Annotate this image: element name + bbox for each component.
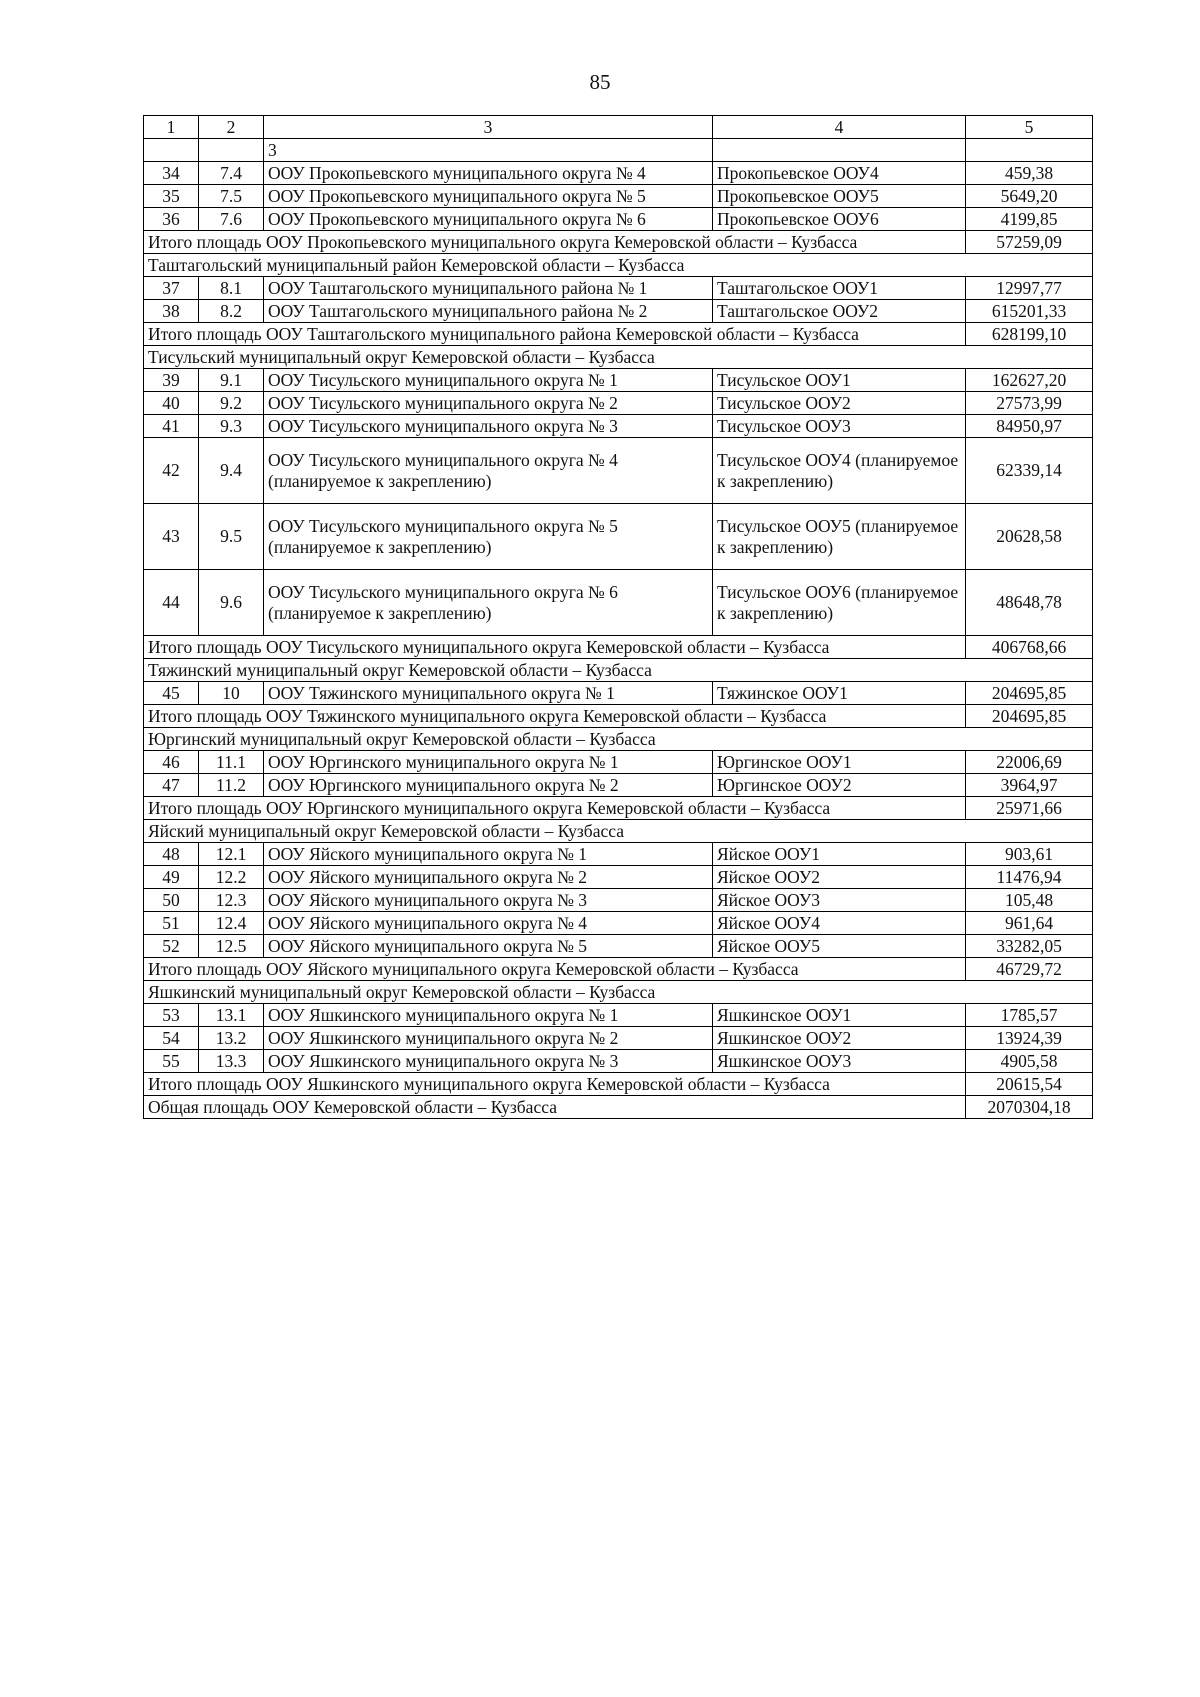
row-short-name: Тисульское ООУ2 bbox=[713, 392, 966, 415]
row-short-name: Тяжинское ООУ1 bbox=[713, 682, 966, 705]
table-row bbox=[144, 866, 1093, 889]
grand-total-row bbox=[144, 1096, 1093, 1119]
row-code: 13.3 bbox=[199, 1050, 264, 1073]
row-number: 38 bbox=[144, 300, 199, 323]
header-cell: 2 bbox=[199, 116, 264, 139]
section-title-row bbox=[144, 346, 1093, 369]
row-code: 9.5 bbox=[199, 504, 264, 570]
row-short-name: Юргинское ООУ1 bbox=[713, 751, 966, 774]
row-code: 12.5 bbox=[199, 935, 264, 958]
row-code: 7.5 bbox=[199, 185, 264, 208]
row-name: ООУ Яйского муниципального округа № 3 bbox=[264, 889, 713, 912]
row-name: ООУ Яшкинского муниципального округа № 1 bbox=[264, 1004, 713, 1027]
row-short-name: Яйское ООУ1 bbox=[713, 843, 966, 866]
row-name: ООУ Таштагольского муниципального района № 1 bbox=[264, 277, 713, 300]
row-number: 46 bbox=[144, 751, 199, 774]
table-row bbox=[144, 570, 1093, 636]
table-row bbox=[144, 369, 1093, 392]
row-name: ООУ Тисульского муниципального округа № 4 (планируемое к закреплению) bbox=[264, 438, 713, 504]
row-area: 33282,05 bbox=[966, 935, 1093, 958]
subtotal-value: 406768,66 bbox=[966, 636, 1093, 659]
row-number: 54 bbox=[144, 1027, 199, 1050]
row-number: 51 bbox=[144, 912, 199, 935]
row-name: ООУ Прокопьевского муниципального округа № 5 bbox=[264, 185, 713, 208]
row-area: 20628,58 bbox=[966, 504, 1093, 570]
subtotal-row bbox=[144, 705, 1093, 728]
table-row bbox=[144, 162, 1093, 185]
row-code: 12.3 bbox=[199, 889, 264, 912]
header-cell: 5 bbox=[966, 116, 1093, 139]
row-short-name: Яшкинское ООУ2 bbox=[713, 1027, 966, 1050]
row-short-name: Прокопьевское ООУ5 bbox=[713, 185, 966, 208]
row-code: 13.1 bbox=[199, 1004, 264, 1027]
table-row bbox=[144, 1050, 1093, 1073]
continuation-cell bbox=[713, 139, 966, 162]
section-title-row bbox=[144, 820, 1093, 843]
row-short-name: Юргинское ООУ2 bbox=[713, 774, 966, 797]
section-title: Яшкинский муниципальный округ Кемеровской области – Кузбасса bbox=[144, 981, 1093, 1004]
row-name: ООУ Яшкинского муниципального округа № 3 bbox=[264, 1050, 713, 1073]
table-row bbox=[144, 300, 1093, 323]
row-short-name: Тисульское ООУ3 bbox=[713, 415, 966, 438]
row-code: 11.1 bbox=[199, 751, 264, 774]
subtotal-row bbox=[144, 323, 1093, 346]
row-area: 1785,57 bbox=[966, 1004, 1093, 1027]
table-row bbox=[144, 1004, 1093, 1027]
subtotal-label: Итого площадь ООУ Тисульского муниципального округа Кемеровской области – Кузбасса bbox=[144, 636, 966, 659]
row-name: ООУ Тисульского муниципального округа № 6 (планируемое к закреплению) bbox=[264, 570, 713, 636]
row-number: 45 bbox=[144, 682, 199, 705]
continuation-cell bbox=[199, 139, 264, 162]
row-number: 50 bbox=[144, 889, 199, 912]
row-code: 8.2 bbox=[199, 300, 264, 323]
row-name: ООУ Тисульского муниципального округа № 5 (планируемое к закреплению) bbox=[264, 504, 713, 570]
row-short-name: Тисульское ООУ1 bbox=[713, 369, 966, 392]
page-number: 85 bbox=[589, 70, 611, 94]
row-number: 49 bbox=[144, 866, 199, 889]
section-title-row bbox=[144, 728, 1093, 751]
row-code: 7.4 bbox=[199, 162, 264, 185]
row-area: 4905,58 bbox=[966, 1050, 1093, 1073]
row-short-name: Тисульское ООУ4 (планируемое к закреплению) bbox=[713, 438, 966, 504]
row-short-name: Яшкинское ООУ3 bbox=[713, 1050, 966, 1073]
row-area: 27573,99 bbox=[966, 392, 1093, 415]
row-code: 12.1 bbox=[199, 843, 264, 866]
row-code: 12.2 bbox=[199, 866, 264, 889]
subtotal-label: Итого площадь ООУ Юргинского муниципального округа Кемеровской области – Кузбасса bbox=[144, 797, 966, 820]
row-number: 53 bbox=[144, 1004, 199, 1027]
row-name: ООУ Тисульского муниципального округа № 1 bbox=[264, 369, 713, 392]
table-row bbox=[144, 1027, 1093, 1050]
row-area: 84950,97 bbox=[966, 415, 1093, 438]
table-row bbox=[144, 504, 1093, 570]
row-short-name: Яшкинское ООУ1 bbox=[713, 1004, 966, 1027]
row-number: 40 bbox=[144, 392, 199, 415]
row-area: 105,48 bbox=[966, 889, 1093, 912]
subtotal-value: 46729,72 bbox=[966, 958, 1093, 981]
table-row bbox=[144, 912, 1093, 935]
row-name: ООУ Яйского муниципального округа № 1 bbox=[264, 843, 713, 866]
row-number: 48 bbox=[144, 843, 199, 866]
row-area: 204695,85 bbox=[966, 682, 1093, 705]
row-area: 13924,39 bbox=[966, 1027, 1093, 1050]
row-short-name: Яйское ООУ5 bbox=[713, 935, 966, 958]
row-name: ООУ Прокопьевского муниципального округа № 6 bbox=[264, 208, 713, 231]
row-area: 11476,94 bbox=[966, 866, 1093, 889]
row-number: 35 bbox=[144, 185, 199, 208]
row-number: 44 bbox=[144, 570, 199, 636]
row-area: 3964,97 bbox=[966, 774, 1093, 797]
continuation-cell bbox=[144, 139, 199, 162]
row-code: 9.1 bbox=[199, 369, 264, 392]
table-row bbox=[144, 843, 1093, 866]
row-number: 37 bbox=[144, 277, 199, 300]
row-number: 39 bbox=[144, 369, 199, 392]
row-short-name: Тисульское ООУ5 (планируемое к закреплению) bbox=[713, 504, 966, 570]
subtotal-label: Итого площадь ООУ Яшкинского муниципального округа Кемеровской области – Кузбасса bbox=[144, 1073, 966, 1096]
row-name: ООУ Прокопьевского муниципального округа № 4 bbox=[264, 162, 713, 185]
row-area: 615201,33 bbox=[966, 300, 1093, 323]
row-area: 903,61 bbox=[966, 843, 1093, 866]
row-name: ООУ Яйского муниципального округа № 5 bbox=[264, 935, 713, 958]
table-row bbox=[144, 774, 1093, 797]
header-cell: 4 bbox=[713, 116, 966, 139]
continuation-row bbox=[144, 139, 1093, 162]
subtotal-label: Итого площадь ООУ Яйского муниципального округа Кемеровской области – Кузбасса bbox=[144, 958, 966, 981]
section-title: Яйский муниципальный округ Кемеровской области – Кузбасса bbox=[144, 820, 1093, 843]
subtotal-value: 25971,66 bbox=[966, 797, 1093, 820]
row-name: ООУ Тяжинского муниципального округа № 1 bbox=[264, 682, 713, 705]
row-name: ООУ Яйского муниципального округа № 4 bbox=[264, 912, 713, 935]
table-row bbox=[144, 277, 1093, 300]
grand-total-value: 2070304,18 bbox=[966, 1096, 1093, 1119]
section-title-row bbox=[144, 659, 1093, 682]
table-row bbox=[144, 185, 1093, 208]
row-code: 13.2 bbox=[199, 1027, 264, 1050]
row-code: 8.1 bbox=[199, 277, 264, 300]
row-code: 12.4 bbox=[199, 912, 264, 935]
row-name: ООУ Юргинского муниципального округа № 1 bbox=[264, 751, 713, 774]
table-body bbox=[144, 116, 1093, 1119]
row-area: 12997,77 bbox=[966, 277, 1093, 300]
table-row bbox=[144, 889, 1093, 912]
row-code: 11.2 bbox=[199, 774, 264, 797]
row-name: ООУ Тисульского муниципального округа № 3 bbox=[264, 415, 713, 438]
section-title: Тисульский муниципальный округ Кемеровской области – Кузбасса bbox=[144, 346, 1093, 369]
row-area: 48648,78 bbox=[966, 570, 1093, 636]
header-cell: 1 bbox=[144, 116, 199, 139]
subtotal-label: Итого площадь ООУ Прокопьевского муниципального округа Кемеровской области – Кузбасса bbox=[144, 231, 966, 254]
row-area: 162627,20 bbox=[966, 369, 1093, 392]
row-code: 9.2 bbox=[199, 392, 264, 415]
section-title: Таштагольский муниципальный район Кемеровской области – Кузбасса bbox=[144, 254, 1093, 277]
subtotal-label: Итого площадь ООУ Таштагольского муниципального района Кемеровской области – Кузбасса bbox=[144, 323, 966, 346]
subtotal-value: 204695,85 bbox=[966, 705, 1093, 728]
continuation-cell bbox=[966, 139, 1093, 162]
subtotal-value: 628199,10 bbox=[966, 323, 1093, 346]
row-code: 9.6 bbox=[199, 570, 264, 636]
subtotal-row bbox=[144, 958, 1093, 981]
row-short-name: Тисульское ООУ6 (планируемое к закреплению) bbox=[713, 570, 966, 636]
row-short-name: Таштагольское ООУ1 bbox=[713, 277, 966, 300]
section-title: Тяжинский муниципальный округ Кемеровской области – Кузбасса bbox=[144, 659, 1093, 682]
row-code: 9.3 bbox=[199, 415, 264, 438]
grand-total-label: Общая площадь ООУ Кемеровской области – Кузбасса bbox=[144, 1096, 966, 1119]
row-area: 4199,85 bbox=[966, 208, 1093, 231]
row-short-name: Яйское ООУ4 bbox=[713, 912, 966, 935]
row-short-name: Яйское ООУ2 bbox=[713, 866, 966, 889]
row-number: 55 bbox=[144, 1050, 199, 1073]
header-row bbox=[144, 116, 1093, 139]
row-area: 961,64 bbox=[966, 912, 1093, 935]
row-name: ООУ Юргинского муниципального округа № 2 bbox=[264, 774, 713, 797]
table-row bbox=[144, 208, 1093, 231]
area-table bbox=[143, 115, 1093, 1119]
subtotal-label: Итого площадь ООУ Тяжинского муниципального округа Кемеровской области – Кузбасса bbox=[144, 705, 966, 728]
row-number: 47 bbox=[144, 774, 199, 797]
table-row bbox=[144, 682, 1093, 705]
subtotal-row bbox=[144, 231, 1093, 254]
row-number: 41 bbox=[144, 415, 199, 438]
row-short-name: Прокопьевское ООУ6 bbox=[713, 208, 966, 231]
row-name: ООУ Яйского муниципального округа № 2 bbox=[264, 866, 713, 889]
row-area: 62339,14 bbox=[966, 438, 1093, 504]
continuation-cell: 3 bbox=[264, 139, 713, 162]
row-area: 5649,20 bbox=[966, 185, 1093, 208]
table-row bbox=[144, 438, 1093, 504]
row-short-name: Прокопьевское ООУ4 bbox=[713, 162, 966, 185]
row-short-name: Таштагольское ООУ2 bbox=[713, 300, 966, 323]
header-cell: 3 bbox=[264, 116, 713, 139]
row-number: 34 bbox=[144, 162, 199, 185]
row-number: 43 bbox=[144, 504, 199, 570]
subtotal-row bbox=[144, 797, 1093, 820]
row-name: ООУ Яшкинского муниципального округа № 2 bbox=[264, 1027, 713, 1050]
row-number: 52 bbox=[144, 935, 199, 958]
row-code: 9.4 bbox=[199, 438, 264, 504]
row-code: 10 bbox=[199, 682, 264, 705]
subtotal-row bbox=[144, 1073, 1093, 1096]
table-row bbox=[144, 392, 1093, 415]
section-title: Юргинский муниципальный округ Кемеровской области – Кузбасса bbox=[144, 728, 1093, 751]
row-short-name: Яйское ООУ3 bbox=[713, 889, 966, 912]
row-name: ООУ Тисульского муниципального округа № 2 bbox=[264, 392, 713, 415]
section-title-row bbox=[144, 254, 1093, 277]
subtotal-value: 57259,09 bbox=[966, 231, 1093, 254]
table-row bbox=[144, 935, 1093, 958]
row-code: 7.6 bbox=[199, 208, 264, 231]
row-number: 36 bbox=[144, 208, 199, 231]
row-area: 459,38 bbox=[966, 162, 1093, 185]
section-title-row bbox=[144, 981, 1093, 1004]
table-row bbox=[144, 751, 1093, 774]
row-number: 42 bbox=[144, 438, 199, 504]
subtotal-row bbox=[144, 636, 1093, 659]
subtotal-value: 20615,54 bbox=[966, 1073, 1093, 1096]
table-row bbox=[144, 415, 1093, 438]
row-area: 22006,69 bbox=[966, 751, 1093, 774]
row-name: ООУ Таштагольского муниципального района № 2 bbox=[264, 300, 713, 323]
